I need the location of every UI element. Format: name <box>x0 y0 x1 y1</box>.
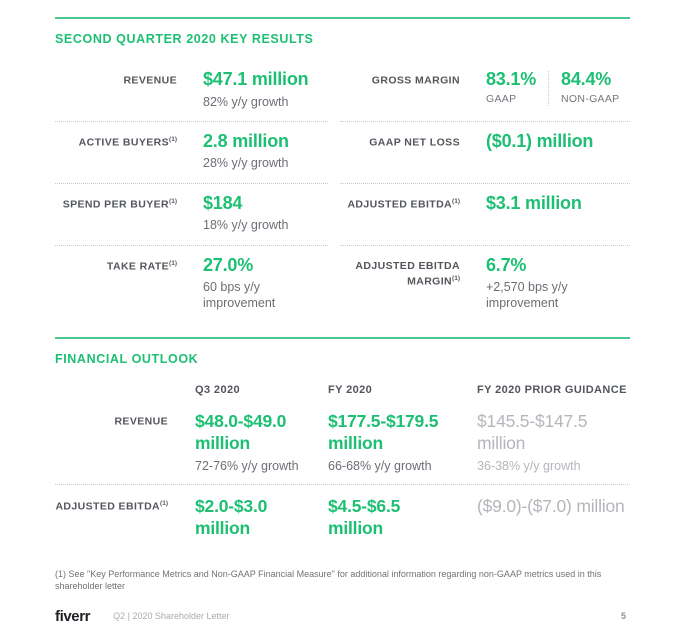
footnote-marker: (1) <box>452 274 460 282</box>
metric-subtext: 82% y/y growth <box>203 94 289 109</box>
footnote-marker: (1) <box>160 499 168 507</box>
outlook-header-spacer <box>55 383 168 397</box>
metric-label <box>340 131 460 151</box>
top-section-divider <box>55 17 630 19</box>
metric-row-gaap-net-loss <box>340 122 630 184</box>
shareholder-letter-page <box>0 17 679 625</box>
metric-value: 27.0% <box>203 254 254 275</box>
outlook-section-divider <box>55 337 630 339</box>
metric-value: ($0.1) million <box>486 130 594 151</box>
page-footer <box>55 608 630 625</box>
metric-row-active-buyers <box>55 122 328 184</box>
metric-subtext: 18% y/y growth <box>203 218 289 233</box>
outlook-value: ($9.0)-($7.0) million <box>477 495 625 516</box>
metric-label-text: ADJUSTED EBITDA <box>347 198 453 211</box>
outlook-column-header-fy-2020-prior-guidance: FY 2020 PRIOR GUIDANCE <box>477 383 627 396</box>
outlook-column-header-fy-2020: FY 2020 <box>328 383 373 396</box>
metric-label <box>340 69 460 89</box>
metric-label <box>55 69 177 89</box>
metric-label-text: TAKE RATE <box>106 260 170 273</box>
outlook-cell-q3-2020 <box>195 496 301 540</box>
outlook-cell-fy-2020-prior-guidance <box>477 496 630 540</box>
metric-value: 84.4% <box>561 69 612 89</box>
metric-label-text: REVENUE <box>123 74 177 87</box>
metric-label <box>55 255 177 275</box>
metric-value-block <box>486 69 630 106</box>
outlook-value: $2.0-$3.0 million <box>195 495 268 538</box>
metric-value-block <box>203 255 328 312</box>
footnote-marker: (1) <box>452 197 460 205</box>
metric-subtext: 28% y/y growth <box>203 156 289 171</box>
gaap-margin <box>486 69 536 106</box>
metric-value-block <box>486 193 630 215</box>
outlook-cell-fy-2020-prior-guidance <box>477 411 630 474</box>
metric-row-spend-per-buyer <box>55 184 328 246</box>
metric-row-adjusted-ebitda <box>340 184 630 246</box>
metric-value: 2.8 million <box>203 130 289 151</box>
metric-value: 83.1% <box>486 69 537 89</box>
financial-outlook-section-title: FINANCIAL OUTLOOK <box>55 351 199 366</box>
metric-value-block <box>203 69 328 110</box>
outlook-subtext: 36-38% y/y growth <box>477 458 581 473</box>
metric-value-block <box>203 193 328 234</box>
footnote-marker: (1) <box>169 135 177 143</box>
metric-subtext: 60 bps y/y improvement <box>203 280 276 311</box>
metric-label <box>55 193 177 213</box>
metric-label-text: ACTIVE BUYERS <box>78 136 170 149</box>
non-gaap-margin <box>561 69 619 106</box>
outlook-subtext: 72-76% y/y growth <box>195 458 299 473</box>
metric-value: 6.7% <box>486 254 527 275</box>
outlook-row-label <box>55 411 168 474</box>
metric-label-text: GROSS MARGIN <box>371 74 460 87</box>
metric-label-text: ADJUSTED EBITDA MARGIN <box>355 259 460 288</box>
gaap-label: GAAP <box>486 92 517 105</box>
key-results-grid <box>55 60 630 323</box>
metric-row-adjusted-ebitda-margin <box>340 246 630 323</box>
metric-label <box>340 255 460 290</box>
footnote-marker: (1) <box>169 259 177 267</box>
outlook-cell-q3-2020 <box>195 411 301 474</box>
fiverr-logo: fiverr <box>55 607 91 625</box>
metric-label <box>340 193 460 213</box>
outlook-subtext: 66-68% y/y growth <box>328 458 432 473</box>
outlook-value: $4.5-$6.5 million <box>328 495 401 538</box>
outlook-row-adjusted-ebitda <box>55 496 630 540</box>
metric-row-take-rate <box>55 246 328 323</box>
metric-label <box>55 131 177 151</box>
outlook-value: $145.5-$147.5 million <box>477 410 588 453</box>
outlook-row-label <box>55 496 168 540</box>
metric-row-gross-margin <box>340 60 630 122</box>
metric-value-block <box>486 131 630 153</box>
metric-value: $184 <box>203 192 243 213</box>
metric-value-block <box>486 255 630 312</box>
key-results-section-title: SECOND QUARTER 2020 KEY RESULTS <box>55 32 314 46</box>
metric-row-revenue <box>55 60 328 122</box>
metric-subtext: +2,570 bps y/y improvement <box>486 280 568 311</box>
metric-value: $3.1 million <box>486 192 582 213</box>
page-number: 5 <box>620 611 626 622</box>
outlook-row-label-text: ADJUSTED EBITDA <box>55 500 161 513</box>
outlook-value: $177.5-$179.5 million <box>328 410 439 453</box>
outlook-column-headers <box>55 383 630 397</box>
outlook-cell-fy-2020 <box>328 496 450 540</box>
metric-value: $47.1 million <box>203 69 309 89</box>
outlook-row-revenue <box>55 411 630 474</box>
metric-label-text: SPEND PER BUYER <box>62 198 170 211</box>
footnote-text: (1) See "Key Performance Metrics and Non-GAAP Financial Measure" for additional information regarding non-GAAP metrics used in this shareholder letter <box>55 568 602 592</box>
metric-value-block <box>203 131 328 172</box>
outlook-row-separator <box>55 484 630 485</box>
outlook-cell-fy-2020 <box>328 411 450 474</box>
metric-label-text: GAAP NET LOSS <box>369 136 460 149</box>
outlook-column-header-q3-2020: Q3 2020 <box>195 383 241 396</box>
gross-margin-group <box>486 69 630 106</box>
vertical-dotted-divider <box>548 71 549 106</box>
outlook-row-label-text: REVENUE <box>114 415 168 428</box>
non-gaap-label: NON-GAAP <box>561 92 620 105</box>
footnote-marker: (1) <box>169 197 177 205</box>
outlook-value: $48.0-$49.0 million <box>195 410 287 453</box>
footer-document-title: Q2 | 2020 Shareholder Letter <box>113 611 230 622</box>
